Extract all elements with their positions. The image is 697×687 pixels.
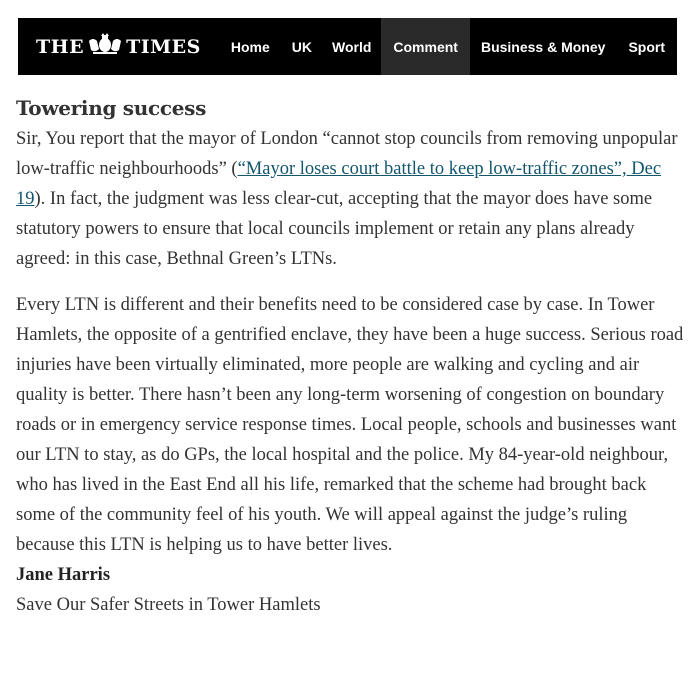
- paragraph-1-intro: Sir, You report that the mayor of London “cannot stop councils from removing unpopular low-traffic neighbourhoods” (: [16, 129, 678, 179]
- logo-word-the: THE: [36, 35, 85, 58]
- nav-item-world[interactable]: World: [331, 38, 372, 55]
- nav-item-business-money[interactable]: Business & Money: [480, 38, 606, 55]
- paragraph-2: Every LTN is different and their benefits need to be considered case by case. In Tower Hamlets, the opposite of a gentrified enclave, they have been a huge success. Serious road injuries have been virtually eliminated, more people are walking and cycling and air quality is better. There hasn’t been any long-term worsening of congestion on boundary roads or in emergency service response times. Local people, schools and businesses want our LTN to stay, as do GPs, the local hospital and the police. My 84-year-old neighbour, who has lived in the East End all his life, remarked that the scheme had brought back some of the community feel of his youth. We will appeal against the judge’s ruling because this LTN is helping us to have better lives.: [16, 295, 684, 555]
- paragraph-1: [16, 124, 684, 274]
- article-link[interactable]: “Mayor loses court battle to keep low-traffic zones”, Dec 19: [16, 159, 662, 209]
- nav-item-uk[interactable]: UK: [291, 38, 312, 55]
- nav-item-sport[interactable]: Sport: [628, 38, 665, 55]
- nav-menu: [219, 18, 677, 75]
- article-body: [16, 96, 684, 620]
- nav-item-comment[interactable]: Comment: [381, 18, 470, 75]
- the-times-logo[interactable]: [18, 18, 219, 75]
- author-name: Jane Harris: [16, 565, 111, 585]
- top-navigation-bar: [18, 18, 677, 75]
- royal-crest-icon: [87, 33, 123, 60]
- author-affiliation: Save Our Safer Streets in Tower Hamlets: [16, 595, 321, 615]
- paragraph-1-rest: ). In fact, the judgment was less clear-cut, accepting that the mayor does have some statutory powers to ensure that local councils implement or retain any plans already agreed: in this case, Bethnal Green’s LTNs.: [16, 189, 653, 269]
- letter-headline: Towering success: [16, 96, 207, 120]
- logo-word-times: TIMES: [126, 35, 201, 58]
- nav-item-home[interactable]: Home: [230, 38, 270, 55]
